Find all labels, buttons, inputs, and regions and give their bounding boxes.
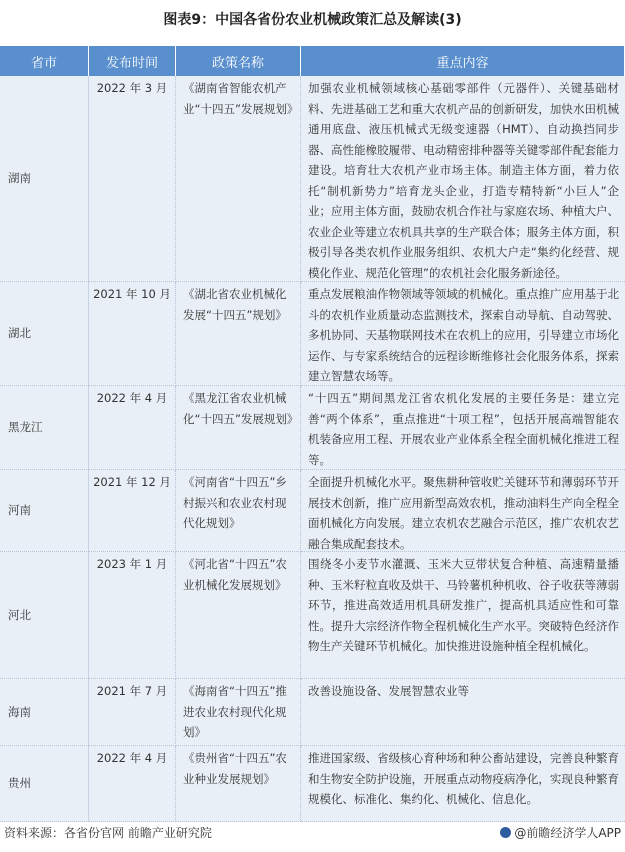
header-content: 重点内容	[301, 46, 625, 76]
row-policy: 《河南省“十四五”乡村振兴和农业农村现代化规划》	[176, 470, 301, 552]
row-date: 2022 年 4 月	[89, 746, 176, 822]
brand-logo-icon	[500, 827, 511, 838]
row-province: 海南	[0, 679, 89, 746]
header-province: 省市	[0, 46, 89, 76]
row-policy: 《海南省“十四五”推进农业农村现代化规划》	[176, 679, 301, 746]
row-province: 河南	[0, 470, 89, 552]
header-policy: 政策名称	[176, 46, 301, 76]
policy-table	[0, 46, 625, 822]
row-date: 2021 年 7 月	[89, 679, 176, 746]
row-province: 湖南	[0, 76, 89, 282]
row-content: 围绕冬小麦节水灌溉、玉米大豆带状复合种植、高速精量播种、玉米籽粒直收及烘干、马铃薯机种机收、谷子收获等薄弱环节，推进高效适用机具研发推广，提高机具适应性和可靠性。提升大宗经济作物全程机械化生产水平。突破特色经济作物生产关键环节机械化。加快推进设施种植全程机械化。	[301, 552, 625, 679]
row-province: 黑龙江	[0, 386, 89, 470]
row-date: 2023 年 1 月	[89, 552, 176, 679]
source-note: 资料来源：各省份官网 前瞻产业研究院	[4, 826, 212, 840]
row-date: 2022 年 3 月	[89, 76, 176, 282]
row-content: 重点发展粮油作物领域等领域的机械化。重点推广应用基于北斗的农机作业质量动态监测技术，探索自动导航、自动驾驶、多机协同、天基物联网技术在农机上的应用，引导建立市场化运作、与专家系统结合的远程诊断维修社会化服务体系，探索建立智慧农场等。	[301, 282, 625, 386]
row-date: 2021 年 10 月	[89, 282, 176, 386]
row-date: 2021 年 12 月	[89, 470, 176, 552]
row-province: 贵州	[0, 746, 89, 822]
row-province: 河北	[0, 552, 89, 679]
brand-credit	[500, 824, 621, 841]
row-policy: 《湖北省农业机械化发展“十四五”规划》	[176, 282, 301, 386]
row-province: 湖北	[0, 282, 89, 386]
row-content: 加强农业机械领域核心基础零部件（元器件）、关键基础材料、先进基础工艺和重大农机产品的创新研发，加快水田机械通用底盘、液压机械式无级变速器（HMT）、自动换挡同步器、高性能橡胶履带、电动精密排种器等关键零部件配套能力建设。培育壮大农机产业市场主体。制造主体方面，着力依托“制机新势力”培育龙头企业，打造专精特新“小巨人”企业；应用主体方面，鼓励农机合作社与家庭农场、种植大户、农业企业等建立农机具共享的生产联合体；服务主体方面，积极引导各类农机作业服务组织、农机大户走“集约化经营、规模化作业、规范化管理”的农机社会化服务新途径。	[301, 76, 625, 282]
header-date: 发布时间	[89, 46, 176, 76]
row-content: 推进国家级、省级核心育种场和种公畜站建设，完善良种繁育和生物安全防护设施，开展重点动物疫病净化，实现良种繁育规模化、标准化、集约化、机械化、信息化。	[301, 746, 625, 822]
chart-title: 图表9：中国各省份农业机械政策汇总及解读(3)	[163, 12, 462, 28]
row-content: 全面提升机械化水平。聚焦耕种管收贮关键环节和薄弱环节开展技术创新，推广应用新型高效农机，推动油料生产向全程全面机械化方向发展。建立农机农艺融合示范区，推广农机农艺融合集成配套技术。	[301, 470, 625, 552]
row-content: 改善设施设备、发展智慧农业等	[301, 679, 625, 746]
row-date: 2022 年 4 月	[89, 386, 176, 470]
row-policy: 《湖南省智能农机产业“十四五”发展规划》	[176, 76, 301, 282]
row-content: “十四五”期间黑龙江省农机化发展的主要任务是：建立完善“两个体系”，重点推进“十项工程”，包括开展高端智能农机装备应用工程、开展农业产业体系全程全面机械化推进工程等。	[301, 386, 625, 470]
row-policy: 《黑龙江省农业机械化“十四五”发展规划》	[176, 386, 301, 470]
brand-label: @前瞻经济学人APP	[514, 826, 621, 840]
row-policy: 《贵州省“十四五”农业种业发展规划》	[176, 746, 301, 822]
row-policy: 《河北省“十四五”农业机械化发展规划》	[176, 552, 301, 679]
footer	[0, 822, 625, 842]
